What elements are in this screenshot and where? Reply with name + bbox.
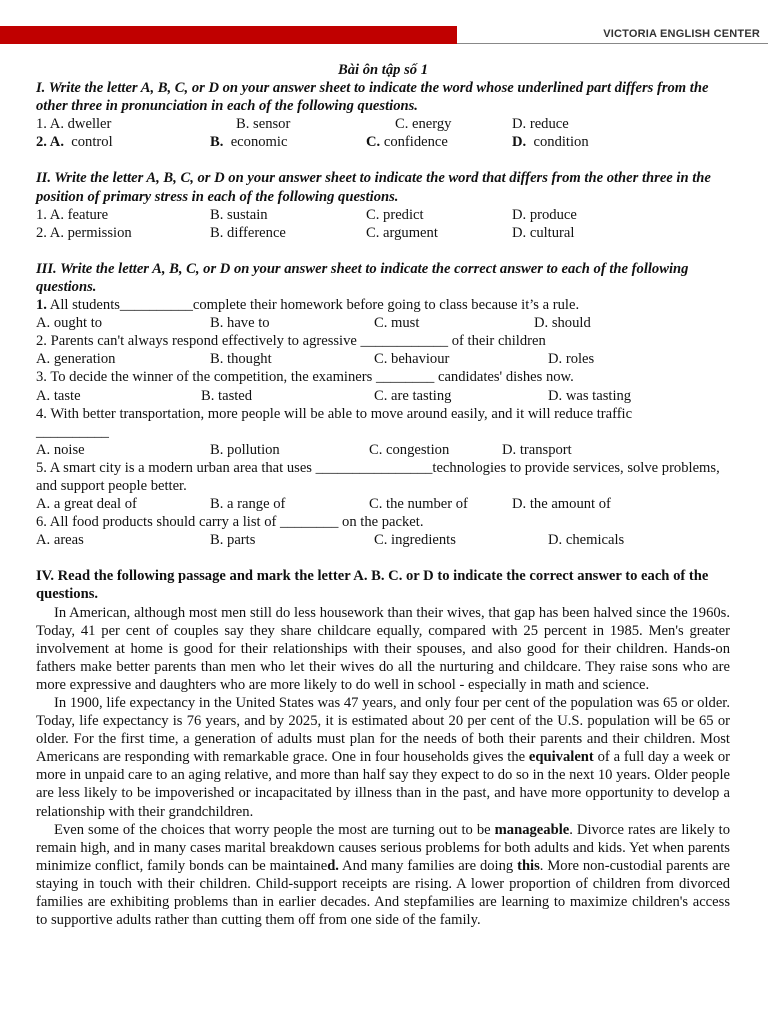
- part3-q4-options: [36, 441, 730, 459]
- part3-q1-options: [36, 314, 730, 332]
- passage-paragraph-1: In American, although most men still do less housework than their wives, that gap has been halved since the 1960s. Today, 41 per cent of couples say they share childcare equally, compared with 25 percent in 1985. Men's greater involvement at home is good for their relationships with their spouses, and also good for their children. Hands-on fathers make better parents than men who let their wives do all the nurturing and childcare. They raise sons who are more expressive and daughters who are more likely to do well in school - especially in math and science.: [36, 604, 730, 693]
- option-c: C. are tasting: [374, 387, 452, 404]
- option-d: D. cultural: [512, 224, 575, 241]
- option-c: C. the number of: [369, 496, 468, 513]
- option-a: 2. A. permission: [36, 224, 132, 241]
- option-a-word: control: [71, 134, 113, 151]
- para2-text-b: of a full day a week or more in unpaid care to an aging relative, and more than half say they expect to do so in the next 10 years. Older people are less likely to be impoverished or incapacitated by illness than in the past, and have more opportunity to develop a relationship with their grandchildren.: [36, 749, 730, 820]
- option-d: D. reduce: [512, 116, 569, 133]
- option-c: C. predict: [366, 206, 424, 223]
- header-red-bar: [0, 26, 457, 44]
- option-b: B. a range of: [210, 496, 286, 513]
- para3-text-a: Even some of the choices that worry people the most are turning out to be: [54, 821, 495, 838]
- option-a: 1. A. feature: [36, 206, 109, 223]
- worksheet-title: Bài ôn tập số 1: [337, 62, 428, 78]
- part3-q3-options: [36, 387, 730, 405]
- option-a: A. generation: [36, 351, 116, 368]
- option-a: A. a great deal of: [36, 496, 137, 513]
- passage-paragraph-3: [36, 821, 730, 930]
- option-d: D. the amount of: [512, 496, 611, 513]
- option-c: C. behaviour: [374, 351, 450, 368]
- option-d: D. roles: [548, 351, 595, 368]
- keyword-manageable: manageable: [494, 821, 570, 838]
- keyword-this: this: [517, 857, 540, 874]
- part3-q1-stem: [36, 296, 730, 314]
- worksheet: [36, 61, 730, 929]
- part1-instruction: I. Write the letter A, B, C, or D on your answer sheet to indicate the word whose underlined part differs from the other three in pronunciation in each of the following questions.: [36, 80, 709, 115]
- option-b: B. tasted: [201, 387, 253, 404]
- part3-q5-stem: 5. A smart city is a modern urban area that uses ________________technologies to provide services, solve problems, and support people better.: [36, 459, 720, 494]
- option-b-label: B.: [210, 134, 224, 151]
- option-d-word: condition: [533, 134, 589, 151]
- option-d: D. was tasting: [548, 387, 632, 404]
- bold-d: d.: [327, 857, 339, 874]
- option-b: B. sustain: [210, 206, 268, 223]
- part2-q2: [36, 224, 730, 242]
- q4-blank: __________: [36, 423, 109, 440]
- option-c: C. must: [374, 315, 420, 332]
- option-d: D. should: [534, 315, 591, 332]
- option-b-word: economic: [230, 134, 288, 151]
- passage-paragraph-2: [36, 694, 730, 821]
- option-b: B. sensor: [236, 116, 291, 133]
- part3-q6-stem: 6. All food products should carry a list of ________ on the packet.: [36, 514, 424, 531]
- option-c-label: C.: [366, 134, 381, 151]
- option-a: A. noise: [36, 441, 85, 458]
- part2-instruction: II. Write the letter A, B, C, or D on your answer sheet to indicate the word that differs from the other three in the position of primary stress in each of the following questions.: [36, 170, 711, 205]
- part3-q2-stem: 2. Parents can't always respond effectively to agressive ____________ of their children: [36, 333, 546, 350]
- part3-q4-stem: 4. With better transportation, more people will be able to move around easily, and it will reduce traffic: [36, 405, 633, 422]
- para2-text-a: In 1900, life expectancy in the United States was 47 years, and only four per cent of the population was 65 or older. Today, life expectancy is 76 years, and by 2025, it is estimated about 20 per cent of the U.S. population will be 65 or older. For the first time, a generation of adults must plan for the needs of both their parents and their children. Most Americans are responding with remarkable grace. One in four households gives the: [36, 695, 730, 766]
- option-c: C. congestion: [369, 441, 450, 458]
- option-b: B. thought: [210, 351, 272, 368]
- option-a: A. taste: [36, 387, 81, 404]
- option-b: B. parts: [210, 532, 256, 549]
- para3-text-c: And many families are doing: [338, 857, 518, 874]
- part3-q5-options: [36, 495, 730, 513]
- part3-instruction: III. Write the letter A, B, C, or D on your answer sheet to indicate the correct answer to each of the following questions.: [36, 260, 689, 295]
- option-c: C. argument: [366, 224, 438, 241]
- option-a-label: 2. A.: [36, 134, 64, 151]
- option-a: A. ought to: [36, 315, 103, 332]
- option-d-label: D.: [512, 134, 527, 151]
- keyword-equivalent: equivalent: [528, 749, 594, 766]
- option-b: B. have to: [210, 315, 270, 332]
- option-b: B. difference: [210, 224, 286, 241]
- part1-q1: [36, 115, 730, 133]
- para3-text-d: . More non-custodial parents are staying in touch with their children. Child-support receipts are rising. A lower proportion of children from divorced families are exhibiting problems than in earlier decades. And stepfamilies are learning to maximize children's access to supportive adults rather than cutting them off from one side of the family.: [36, 857, 730, 929]
- para3-text-b: . Divorce rates are likely to remain high, and in many cases marital breakdown causes serious problems for both adults and kids. Yet when parents minimize conflict, family bonds can be maintaine: [36, 821, 731, 874]
- center-name: VICTORIA ENGLISH CENTER: [603, 28, 760, 40]
- part1-q2: [36, 133, 730, 151]
- option-d: D. produce: [512, 206, 577, 223]
- part3-q3-stem: 3. To decide the winner of the competition, the examiners ________ candidates' dishes now.: [36, 369, 574, 386]
- q1-number: 1.: [36, 297, 47, 314]
- option-c: C. energy: [395, 116, 452, 133]
- option-d: D. chemicals: [548, 532, 625, 549]
- option-c-word: confidence: [383, 134, 448, 151]
- header-rule: [457, 43, 768, 44]
- part4-instruction: IV. Read the following passage and mark the letter A. B. C. or D to indicate the correct answer to each of the questions.: [36, 568, 709, 603]
- part3-q2-options: [36, 350, 730, 368]
- option-b: B. pollution: [210, 441, 280, 458]
- option-a: 1. A. dweller: [36, 116, 112, 133]
- part2-q1: [36, 206, 730, 224]
- option-d: D. transport: [502, 441, 572, 458]
- option-a: A. areas: [36, 532, 84, 549]
- part3-q6-options: [36, 531, 730, 549]
- q1-text: All students__________complete their homework before going to class because it’s a rule.: [46, 297, 580, 314]
- option-c: C. ingredients: [374, 532, 456, 549]
